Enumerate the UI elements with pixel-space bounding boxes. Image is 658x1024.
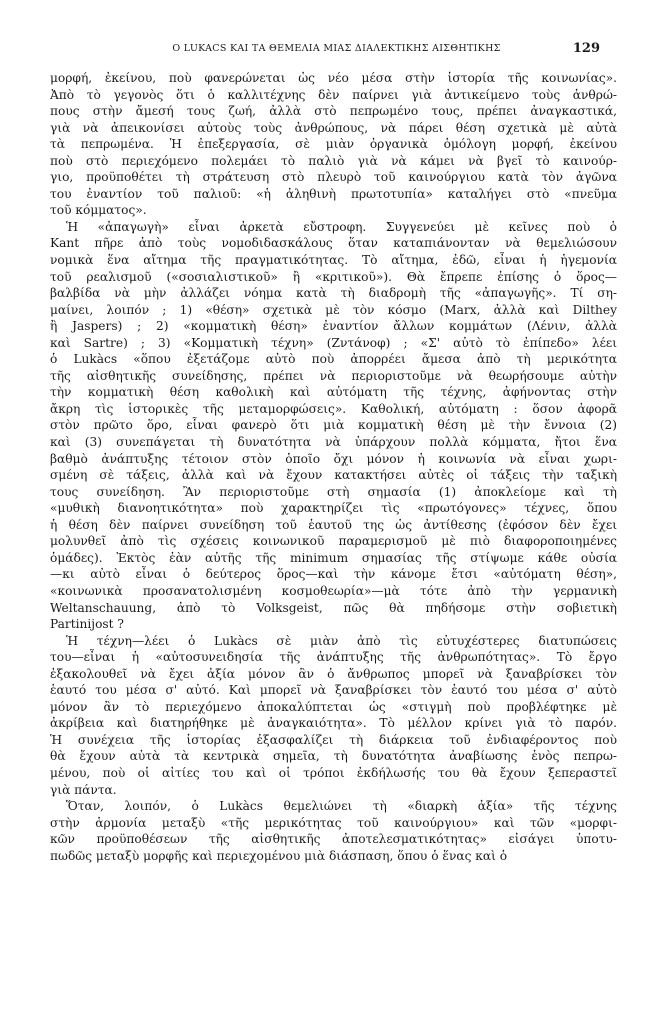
running-header: Ο LUKACS ΚΑΙ ΤΑ ΘΕΜΕΛΙΑ ΜΙΑΣ ΔΙΑΛΕΚΤΙΚΗΣ ΑΙΣΘΗΤΙΚΗΣ: [172, 43, 501, 54]
paragraph: [50, 219, 617, 633]
text-line: στὴν ἁρμονία μεταξὺ «τῆς μερικότητας τοῦ καινούργιου» καὶ τῶν «μορφι-: [50, 815, 617, 830]
body-text: [50, 70, 617, 864]
text-line: ὁμάδες). Ἐκτὸς ἐὰν αὐτῆς τῆς minimum σημασίας τῆς στίψωμε κάθε οὐσία: [50, 550, 617, 565]
text-line: ἡ θέση δὲν παίρνει συνείδηση τοῦ ἑαυτοῦ της ὡς ἀντίθεσης (ἐφόσον δὲν ἔχει: [50, 517, 617, 532]
text-line: τους συνείδηση. Ἂν περιοριστοῦμε στὴ σημασία (1) ἀποκλείομε καὶ τὴ: [50, 484, 617, 499]
text-line: ὁ Lukàcs «ὅπου ἐξετάζομε αὐτὸ ποὺ ἀπορρέει ἄμεσα ἀπὸ τὴ μερικότητα: [50, 352, 617, 367]
text-line: Ἡ «ἀπαγωγὴ» εἶναι ἀρκετὰ εὔστροφη. Συγγενεύει μὲ κεῖνες ποὺ ὁ: [66, 219, 617, 234]
paragraph: [50, 70, 617, 219]
text-line: τὴν κομματικὴ θέση καθολικὴ καὶ αὐτόματη τῆς τέχνης, ἀφήνοντας στὴν: [50, 385, 617, 400]
text-line: ἢ Jaspers) ; 2) «κομματικὴ θέση» ἐναντίον ἄλλων κομμάτων (Λένιν, ἀλλὰ: [50, 319, 617, 334]
page-number: 129: [572, 41, 600, 56]
text-line: Weltanschauung, ἀπὸ τὸ Volksgeist, πῶς θὰ πηδήσομε στὴν σοβιετικὴ: [50, 600, 617, 615]
text-line: —κι αὐτὸ εἶναι ὁ δεύτερος ὅρος—καὶ τὴν κάνομε ἔτσι «αὐτόματη θέση»,: [50, 567, 617, 582]
text-line: Ἀπὸ τὸ γεγονὸς ὅτι ὁ καλλιτέχνης δὲν παίρνει γιὰ ἀντικείμενο τοὺς ἀνθρώ-: [50, 87, 617, 102]
text-line: βαθμὸ ἀνάπτυξης τέτοιον στὸν ὁποῖο ὄχι μόνον ἡ κοινωνία νὰ εἶναι χωρι-: [50, 451, 617, 466]
text-line: θὰ ἔχουν αὐτὰ τὰ κεντρικὰ σημεῖα, τὴ δυνατότητα ἀναβίωσης ἑνὸς πεπρω-: [50, 749, 617, 764]
text-line: μόνον ἂν τὸ περιεχόμενο ἀποκαλύπτεται ὡς «στιγμὴ ποὺ προβλέφτηκε μὲ: [50, 699, 617, 714]
text-line: κῶν προϋποθέσεων τῆς αἰσθητικῆς ἀποτελεσματικότητας» εἰσάγει ὑποτυ-: [50, 832, 617, 847]
text-line: μαίνει, λοιπόν ; 1) «θέση» σχετικὰ μὲ τὸν κόσμο (Marx, ἀλλὰ καὶ Dilthey: [50, 302, 617, 317]
text-line: τῆς αἰσθητικῆς συνείδησης, πρέπει νὰ περιοριστοῦμε νὰ θεωρήσουμε αὐτὴν: [50, 368, 617, 383]
text-line: βαλβίδα νὰ μὴν ἀλλάζει νόημα κατὰ τὴ διαδρομὴ τῆς «ἀπαγωγῆς». Τί ση-: [50, 286, 617, 301]
text-line: ἐξακολουθεῖ νὰ ἔχει ἀξία μόνον ἂν ὁ ἄνθρωπος μπορεῖ νὰ ξαναβρίσκει τὸν: [50, 666, 617, 681]
text-line: τὰ πεπρωμένα. Ἡ ἐπεξεργασία, σὲ μιὰν ὀργανικὰ ὁμόλογη μορφή, ἐκείνου: [50, 137, 617, 152]
text-line: καὶ Sartre) ; 3) «Κομματικὴ τέχνη» (Ζντάνοφ) ; «Σ' αὐτὸ τὸ ἐπίπεδο» λέει: [50, 335, 617, 350]
text-line: «κοινωνικὰ προσανατολισμένη κοσμοθεωρία»—μὰ τότε ἀπὸ τὴν γερμανικὴ: [50, 583, 617, 598]
text-line: Partinijost ?: [50, 617, 124, 632]
text-line: νομικὰ ἕνα αἴτημα τῆς πραγματικότητας. Τὸ αἴτημα, ἐδῶ, εἶναι ἡ ἡγεμονία: [50, 253, 617, 268]
text-line: καὶ (3) συνεπάγεται τὴ δυνατότητα νὰ ὑπάρχουν πολλὰ κόμματα, ἤτοι ἕνα: [50, 435, 617, 450]
text-line: «μυθικὴ διανοητικότητα» ποὺ χαρακτηρίζει τὶς «πρωτόγονες» τέχνες, ὅπου: [50, 501, 617, 516]
text-line: γιὰ πάντα.: [50, 782, 117, 797]
text-line: τοῦ κόμματος».: [50, 203, 147, 218]
text-line: στὸν πρῶτο ὅρο, εἶναι φανερὸ ὅτι μιὰ κομματικὴ θέση μὲ τὴν ἔννοια (2): [50, 418, 617, 433]
paragraph: [50, 633, 617, 798]
text-line: ποὺ στὸ περιεχόμενο πολεμάει τὸ παλιὸ γιὰ νὰ κάμει νὰ βγεῖ τὸ καινούρ-: [50, 153, 617, 168]
text-line: του ἐναντίον τοῦ παλιοῦ: «ἡ ἀληθινὴ πρωτοτυπία» καταλήγει στὸ «πνεῦμα: [50, 186, 617, 201]
text-line: ἀκρίβεια καὶ διατηρήθηκε μὲ ἀναγκαιότητα». Τὸ μέλλον κρίνει γιὰ τὸ παρόν.: [50, 716, 617, 731]
text-line: Kant πῆρε ἀπὸ τοὺς νομοδιδασκάλους ὅταν καταπιάνονταν νὰ θεμελιώσουν: [50, 236, 617, 251]
text-line: μορφή, ἐκείνου, ποὺ φανερώνεται ὡς νέο μέσα στὴν ἱστορία τῆς κοινωνίας».: [50, 71, 617, 85]
text-line: σμένη σὲ τάξεις, ἀλλὰ καὶ νὰ ἔχουν κατακτήσει αὐτὲς οἱ τάξεις τὴν ταξικὴ: [50, 468, 617, 483]
text-line: γιο, προϋποθέτει τὴ στράτευση στὸ πλευρὸ τοῦ καινούργιου κατὰ τὸν ἀγῶνα: [50, 170, 617, 185]
text-line: Ὅταν, λοιπόν, ὁ Lukàcs θεμελιώνει τὴ «διαρκὴ ἀξία» τῆς τέχνης: [66, 799, 617, 814]
text-line: γιὰ νὰ ἀπεικονίσει αὐτοὺς τοὺς ἀνθρώπους, νὰ πάρει θέση σχετικὰ μὲ αὐτὰ: [50, 120, 617, 135]
text-line: πωδῶς μεταξὺ μορφῆς καὶ περιεχομένου μιὰ διάσπαση, ὅπου ὁ ἕνας καὶ ὁ: [50, 848, 508, 863]
text-line: Ἡ τέχνη—λέει ὁ Lukàcs σὲ μιὰν ἀπὸ τὶς εὐτυχέστερες διατυπώσεις: [66, 633, 617, 648]
text-line: μένου, ποὺ οἱ αἰτίες του καὶ οἱ τρόποι ἐκδήλωσής του θὰ ἔχουν ξεπεραστεῖ: [50, 765, 617, 780]
text-line: Ἡ συνέχεια τῆς ἱστορίας ἐξασφαλίζει τὴ διάρκεια τοῦ ἐνδιαφέροντος ποὺ: [50, 732, 617, 747]
paragraph: [50, 798, 617, 864]
text-line: μολυνθεῖ ἀπὸ τὶς σχέσεις κοινωνικοῦ παραμερισμοῦ μὲ πιὸ διαφοροποιημένες: [50, 534, 617, 549]
text-line: του—εἶναι ἡ «αὐτοσυνειδησία τῆς ἀνάπτυξης τῆς ἀνθρωπότητας». Τὸ ἔργο: [50, 650, 617, 665]
text-line: πους στὴν ἄμεσή τους ζωή, ἀλλὰ στὸ πεπρωμένο τους, πρέπει ἀναγκαστικά,: [50, 104, 617, 119]
text-line: ἄκρη τὶς ἱστορικὲς τῆς μεταμορφώσεις». Καθολική, αὐτόματη : ὅσον ἀφορᾶ: [50, 401, 617, 416]
text-line: τοῦ ρεαλισμοῦ («σοσιαλιστικοῦ» ἢ «κριτικοῦ»). Θὰ ἔπρεπε ἐπίσης ὁ ὅρος—: [50, 269, 617, 284]
text-line: ἑαυτό του μέσα σ' αὐτό. Καὶ μπορεῖ νὰ ξαναβρίσκει τὸν ἑαυτό του μέσα σ' αὐτὸ: [50, 683, 617, 698]
